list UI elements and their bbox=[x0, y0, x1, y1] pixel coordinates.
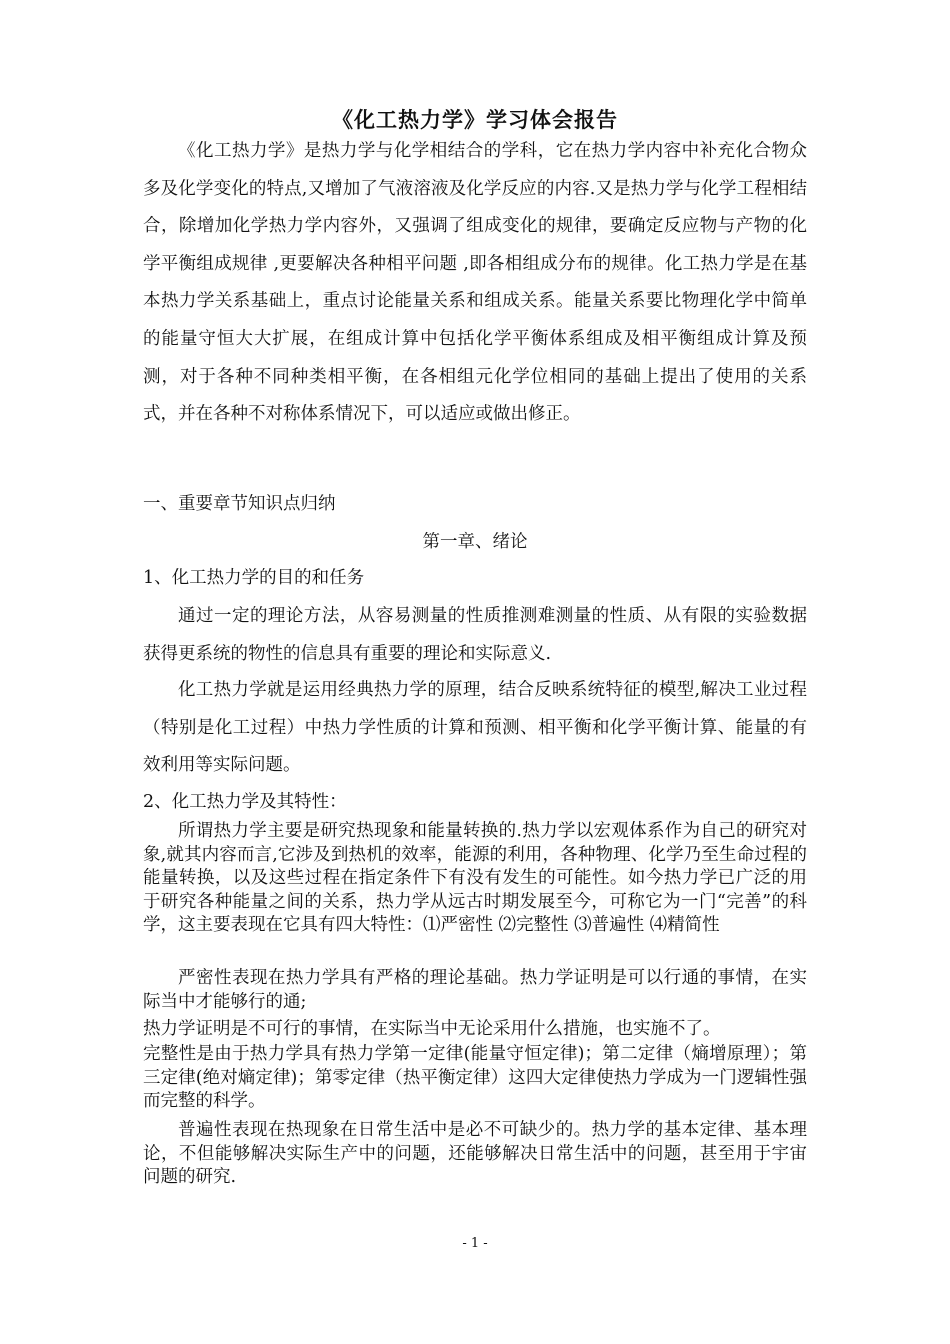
item-2-paragraph-4: 完整性是由于热力学具有热力学第一定律(能量守恒定律)；第二定律（熵增原理）；第三定律(绝对熵定律)；第零定律（热平衡定律）这四大定律使热力学成为一门逻辑性强而完整的科学。 bbox=[143, 1044, 807, 1111]
item-2-paragraph-5: 普遍性表现在热现象在日常生活中是必不可缺少的。热力学的基本定律、基本理论，不但能够解决实际生产中的问题，还能够解决日常生活中的问题，甚至用于宇宙问题的研究. bbox=[143, 1120, 807, 1187]
intro-paragraph: 《化工热力学》是热力学与化学相结合的学科，它在热力学内容中补充化合物众多及化学变化的特点,又增加了气液溶液及化学反应的内容.又是热力学与化学工程相结合，除增加化学热力学内容外，又强调了组成变化的规律，要确定反应物与产物的化学平衡组成规律 ,更要解决各种相平问题 ,即各相组成分布的规律。化工热力学是在基本热力学关系基础上，重点讨论能量关系和组成关系。能量关系要比物理化学中简单的能量守恒大大扩展，在组成计算中包括化学平衡体系组成及相平衡组成计算及预测，对于各种不同种类相平衡，在各相组元化学位相同的基础上提出了使用的关系式，并在各种不对称体系情况下，可以适应或做出修正。 bbox=[143, 141, 807, 425]
page-number: - 1 - bbox=[462, 1236, 488, 1251]
document-title: 《化工热力学》学习体会报告 bbox=[332, 108, 618, 132]
item-2-paragraph-1: 所谓热力学主要是研究热现象和能量转换的.热力学以宏观体系作为自己的研究对象,就其内容而言,它涉及到热机的效率，能源的利用，各种物理、化学乃至生命过程的能量转换，以及这些过程在指定条件下有没有发生的可能性。如今热力学已广泛的用于研究各种能量之间的关系，热力学从远古时期发展至今，可称它为一门“完善”的科学，这主要表现在它具有四大特性：⑴严密性 ⑵完整性 ⑶普遍性 ⑷精简性 bbox=[143, 821, 807, 935]
item-2-heading: 2、化工热力学及其特性： bbox=[143, 792, 347, 812]
chapter-heading: 第一章、绪论 bbox=[422, 532, 528, 552]
item-2-paragraph-2: 严密性表现在热力学具有严格的理论基础。热力学证明是可以行通的事情，在实际当中才能够行的通; bbox=[143, 968, 807, 1012]
item-2-paragraph-3: 热力学证明是不可行的事情，在实际当中无论采用什么措施，也实施不了。 bbox=[143, 1019, 721, 1039]
item-1-paragraph-1: 通过一定的理论方法，从容易测量的性质推测难测量的性质、从有限的实验数据获得更系统的物性的信息具有重要的理论和实际意义. bbox=[143, 606, 807, 664]
section-heading: 一、重要章节知识点归纳 bbox=[143, 494, 336, 514]
item-1-heading: 1、化工热力学的目的和任务 bbox=[143, 568, 365, 588]
item-1-paragraph-2: 化工热力学就是运用经典热力学的原理，结合反映系统特征的模型,解决工业过程（特别是化工过程）中热力学性质的计算和预测、相平衡和化学平衡计算、能量的有效利用等实际问题。 bbox=[143, 680, 807, 776]
